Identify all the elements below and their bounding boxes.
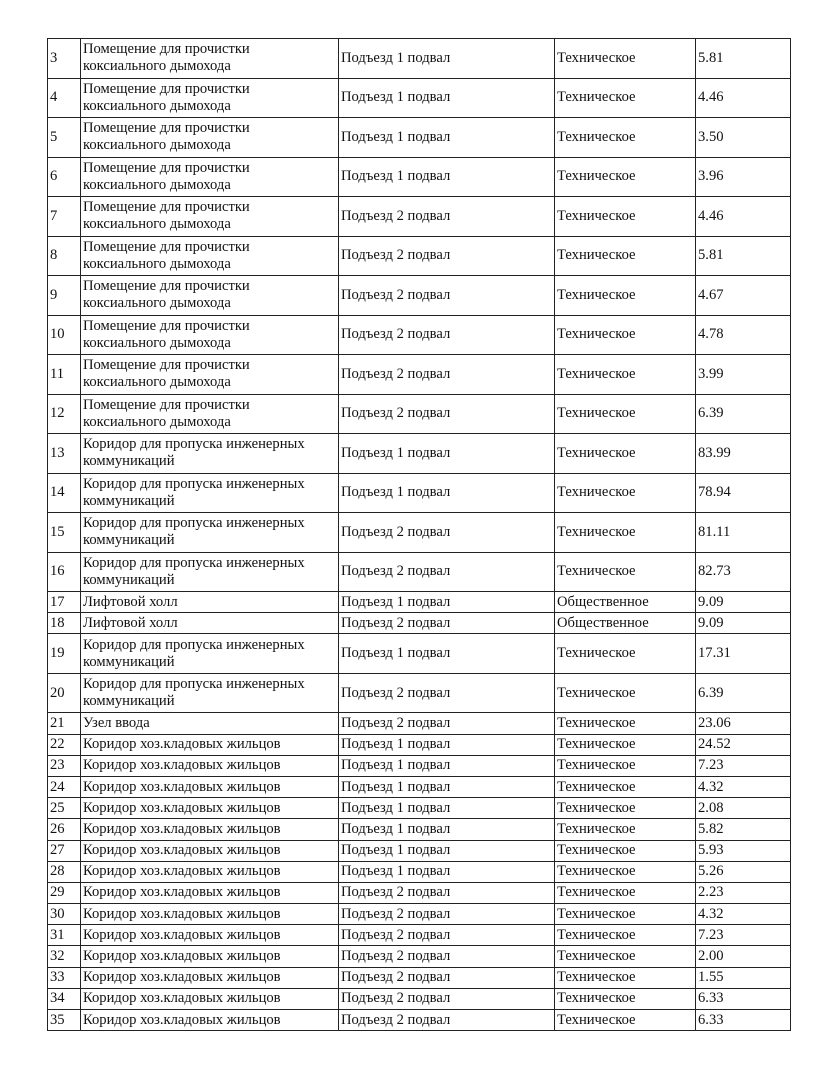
row-number-cell: 13 [48,434,81,474]
purpose-cell: Техническое [555,713,696,734]
area-cell: 6.33 [696,1010,791,1031]
row-number-cell: 17 [48,592,81,613]
purpose-cell: Техническое [555,552,696,592]
location-cell: Подъезд 2 подвал [339,236,555,276]
premises-table-body [48,39,791,1031]
room-name-line: Коридор хоз.кладовых жильцов [83,820,281,837]
table-row [48,39,791,79]
table-row [48,592,791,613]
row-number-cell: 25 [48,798,81,819]
row-number-cell: 9 [48,276,81,316]
room-name-cell [81,988,339,1009]
location-cell: Подъезд 1 подвал [339,634,555,674]
room-name-line: коксиального дымохода [83,216,231,233]
area-cell: 17.31 [696,634,791,674]
purpose-cell: Техническое [555,819,696,840]
room-name-line: коммуникаций [83,571,175,588]
area-cell: 4.46 [696,78,791,118]
location-cell: Подъезд 1 подвал [339,39,555,79]
row-number-cell: 15 [48,513,81,553]
location-cell: Подъезд 2 подвал [339,713,555,734]
room-name-line: коксиального дымохода [83,255,231,272]
location-cell: Подъезд 2 подвал [339,673,555,713]
row-number-cell: 34 [48,988,81,1009]
row-number-cell: 10 [48,315,81,355]
table-row [48,78,791,118]
purpose-cell: Техническое [555,673,696,713]
table-row [48,118,791,158]
area-cell: 83.99 [696,434,791,474]
table-row [48,1010,791,1031]
row-number-cell: 14 [48,473,81,513]
location-cell: Подъезд 1 подвал [339,734,555,755]
purpose-cell: Общественное [555,613,696,634]
location-cell: Подъезд 2 подвал [339,552,555,592]
area-cell: 81.11 [696,513,791,553]
room-name-cell [81,925,339,946]
location-cell: Подъезд 2 подвал [339,276,555,316]
room-name-line: Помещение для прочистки [83,357,250,374]
row-number-cell: 26 [48,819,81,840]
room-name-line: Коридор для пропуска инженерных [83,636,305,653]
room-name-line: коммуникаций [83,453,175,470]
location-cell: Подъезд 2 подвал [339,904,555,925]
row-number-cell: 30 [48,904,81,925]
location-cell: Подъезд 2 подвал [339,613,555,634]
purpose-cell: Общественное [555,592,696,613]
room-name-cell [81,713,339,734]
location-cell: Подъезд 1 подвал [339,434,555,474]
room-name-line: Помещение для прочистки [83,159,250,176]
location-cell: Подъезд 2 подвал [339,197,555,237]
area-cell: 7.23 [696,925,791,946]
room-name-line: Узел ввода [83,714,150,731]
location-cell: Подъезд 1 подвал [339,819,555,840]
area-cell: 6.33 [696,988,791,1009]
purpose-cell: Техническое [555,861,696,882]
row-number-cell: 24 [48,776,81,797]
room-name-line: коксиального дымохода [83,374,231,391]
area-cell: 6.39 [696,673,791,713]
room-name-line: Лифтовой холл [83,593,178,610]
room-name-cell [81,861,339,882]
location-cell: Подъезд 2 подвал [339,315,555,355]
area-cell: 78.94 [696,473,791,513]
row-number-cell: 19 [48,634,81,674]
table-row [48,613,791,634]
location-cell: Подъезд 2 подвал [339,513,555,553]
room-name-cell [81,946,339,967]
table-row [48,861,791,882]
room-name-line: коксиального дымохода [83,295,231,312]
purpose-cell: Техническое [555,157,696,197]
room-name-cell [81,315,339,355]
table-row [48,840,791,861]
table-row [48,904,791,925]
room-name-line: Помещение для прочистки [83,238,250,255]
room-name-line: Помещение для прочистки [83,120,250,137]
purpose-cell: Техническое [555,967,696,988]
area-cell: 5.81 [696,39,791,79]
location-cell: Подъезд 2 подвал [339,394,555,434]
row-number-cell: 21 [48,713,81,734]
row-number-cell: 22 [48,734,81,755]
room-name-cell [81,552,339,592]
location-cell: Подъезд 1 подвал [339,118,555,158]
table-row [48,473,791,513]
area-cell: 4.32 [696,904,791,925]
room-name-cell [81,1010,339,1031]
row-number-cell: 3 [48,39,81,79]
area-cell: 9.09 [696,613,791,634]
row-number-cell: 20 [48,673,81,713]
area-cell: 3.50 [696,118,791,158]
location-cell: Подъезд 1 подвал [339,861,555,882]
room-name-cell [81,78,339,118]
room-name-cell [81,882,339,903]
table-row [48,552,791,592]
room-name-line: коммуникаций [83,693,175,710]
room-name-line: Помещение для прочистки [83,41,250,58]
location-cell: Подъезд 2 подвал [339,882,555,903]
room-name-cell [81,798,339,819]
room-name-line: коксиального дымохода [83,137,231,154]
area-cell: 4.46 [696,197,791,237]
location-cell: Подъезд 1 подвал [339,78,555,118]
purpose-cell: Техническое [555,394,696,434]
area-cell: 5.93 [696,840,791,861]
room-name-cell [81,755,339,776]
area-cell: 5.81 [696,236,791,276]
purpose-cell: Техническое [555,882,696,903]
room-name-line: Коридор хоз.кладовых жильцов [83,778,281,795]
purpose-cell: Техническое [555,798,696,819]
table-row [48,819,791,840]
room-name-line: коксиального дымохода [83,97,231,114]
room-name-line: Помещение для прочистки [83,396,250,413]
room-name-line: Коридор хоз.кладовых жильцов [83,948,281,965]
room-name-line: Коридор хоз.кладовых жильцов [83,884,281,901]
room-name-cell [81,634,339,674]
area-cell: 4.78 [696,315,791,355]
room-name-line: Помещение для прочистки [83,80,250,97]
room-name-line: Коридор хоз.кладовых жильцов [83,842,281,859]
table-row [48,276,791,316]
room-name-cell [81,592,339,613]
room-name-cell [81,513,339,553]
row-number-cell: 7 [48,197,81,237]
room-name-cell [81,276,339,316]
purpose-cell: Техническое [555,988,696,1009]
purpose-cell: Техническое [555,473,696,513]
purpose-cell: Техническое [555,946,696,967]
purpose-cell: Техническое [555,513,696,553]
room-name-cell [81,776,339,797]
table-row [48,513,791,553]
table-row [48,776,791,797]
room-name-line: коксиального дымохода [83,58,231,75]
purpose-cell: Техническое [555,840,696,861]
row-number-cell: 27 [48,840,81,861]
location-cell: Подъезд 2 подвал [339,925,555,946]
room-name-cell [81,434,339,474]
table-row [48,734,791,755]
room-name-line: Коридор хоз.кладовых жильцов [83,1011,281,1028]
room-name-line: Помещение для прочистки [83,199,250,216]
room-name-line: коксиального дымохода [83,334,231,351]
room-name-cell [81,355,339,395]
room-name-line: Коридор для пропуска инженерных [83,676,305,693]
row-number-cell: 4 [48,78,81,118]
room-name-line: Коридор хоз.кладовых жильцов [83,799,281,816]
table-row [48,315,791,355]
room-name-cell [81,613,339,634]
room-name-line: коксиального дымохода [83,413,231,430]
room-name-cell [81,394,339,434]
location-cell: Подъезд 2 подвал [339,355,555,395]
table-row [48,755,791,776]
row-number-cell: 32 [48,946,81,967]
table-row [48,988,791,1009]
area-cell: 82.73 [696,552,791,592]
area-cell: 3.96 [696,157,791,197]
room-name-line: Коридор для пропуска инженерных [83,475,305,492]
area-cell: 2.23 [696,882,791,903]
purpose-cell: Техническое [555,236,696,276]
area-cell: 5.26 [696,861,791,882]
room-name-line: коксиального дымохода [83,176,231,193]
area-cell: 7.23 [696,755,791,776]
room-name-cell [81,157,339,197]
table-row [48,394,791,434]
purpose-cell: Техническое [555,634,696,674]
room-name-line: Коридор для пропуска инженерных [83,436,305,453]
purpose-cell: Техническое [555,904,696,925]
room-name-cell [81,904,339,925]
room-name-line: Коридор хоз.кладовых жильцов [83,969,281,986]
area-cell: 2.08 [696,798,791,819]
location-cell: Подъезд 1 подвал [339,473,555,513]
purpose-cell: Техническое [555,355,696,395]
premises-table [47,38,791,1031]
row-number-cell: 11 [48,355,81,395]
table-row [48,798,791,819]
room-name-cell [81,967,339,988]
row-number-cell: 8 [48,236,81,276]
table-row [48,634,791,674]
location-cell: Подъезд 1 подвал [339,776,555,797]
room-name-cell [81,197,339,237]
room-name-line: Коридор хоз.кладовых жильцов [83,863,281,880]
room-name-cell [81,236,339,276]
table-row [48,882,791,903]
row-number-cell: 23 [48,755,81,776]
table-row [48,925,791,946]
room-name-line: Коридор для пропуска инженерных [83,554,305,571]
row-number-cell: 18 [48,613,81,634]
room-name-line: Помещение для прочистки [83,317,250,334]
purpose-cell: Техническое [555,434,696,474]
room-name-cell [81,819,339,840]
table-row [48,157,791,197]
purpose-cell: Техническое [555,276,696,316]
purpose-cell: Техническое [555,315,696,355]
room-name-line: Коридор хоз.кладовых жильцов [83,757,281,774]
row-number-cell: 29 [48,882,81,903]
location-cell: Подъезд 1 подвал [339,157,555,197]
area-cell: 23.06 [696,713,791,734]
table-row [48,673,791,713]
row-number-cell: 12 [48,394,81,434]
room-name-cell [81,673,339,713]
area-cell: 6.39 [696,394,791,434]
location-cell: Подъезд 2 подвал [339,967,555,988]
purpose-cell: Техническое [555,118,696,158]
row-number-cell: 31 [48,925,81,946]
table-row [48,967,791,988]
room-name-line: коммуникаций [83,492,175,509]
room-name-line: коммуникаций [83,653,175,670]
purpose-cell: Техническое [555,78,696,118]
location-cell: Подъезд 2 подвал [339,946,555,967]
purpose-cell: Техническое [555,197,696,237]
room-name-line: Лифтовой холл [83,614,178,631]
location-cell: Подъезд 1 подвал [339,840,555,861]
area-cell: 24.52 [696,734,791,755]
room-name-line: Коридор хоз.кладовых жильцов [83,990,281,1007]
row-number-cell: 6 [48,157,81,197]
room-name-line: коммуникаций [83,532,175,549]
room-name-cell [81,473,339,513]
area-cell: 3.99 [696,355,791,395]
room-name-line: Коридор хоз.кладовых жильцов [83,736,281,753]
location-cell: Подъезд 1 подвал [339,755,555,776]
table-row [48,434,791,474]
room-name-line: Коридор для пропуска инженерных [83,515,305,532]
area-cell: 4.67 [696,276,791,316]
room-name-cell [81,118,339,158]
purpose-cell: Техническое [555,776,696,797]
location-cell: Подъезд 1 подвал [339,798,555,819]
area-cell: 9.09 [696,592,791,613]
purpose-cell: Техническое [555,734,696,755]
purpose-cell: Техническое [555,925,696,946]
row-number-cell: 28 [48,861,81,882]
row-number-cell: 35 [48,1010,81,1031]
area-cell: 4.32 [696,776,791,797]
room-name-line: Коридор хоз.кладовых жильцов [83,905,281,922]
table-row [48,946,791,967]
row-number-cell: 33 [48,967,81,988]
purpose-cell: Техническое [555,755,696,776]
room-name-line: Коридор хоз.кладовых жильцов [83,926,281,943]
area-cell: 2.00 [696,946,791,967]
area-cell: 5.82 [696,819,791,840]
row-number-cell: 5 [48,118,81,158]
location-cell: Подъезд 1 подвал [339,592,555,613]
purpose-cell: Техническое [555,39,696,79]
table-row [48,713,791,734]
room-name-cell [81,840,339,861]
table-row [48,197,791,237]
location-cell: Подъезд 2 подвал [339,1010,555,1031]
table-row [48,355,791,395]
area-cell: 1.55 [696,967,791,988]
room-name-cell [81,734,339,755]
purpose-cell: Техническое [555,1010,696,1031]
room-name-line: Помещение для прочистки [83,278,250,295]
row-number-cell: 16 [48,552,81,592]
location-cell: Подъезд 2 подвал [339,988,555,1009]
room-name-cell [81,39,339,79]
table-row [48,236,791,276]
